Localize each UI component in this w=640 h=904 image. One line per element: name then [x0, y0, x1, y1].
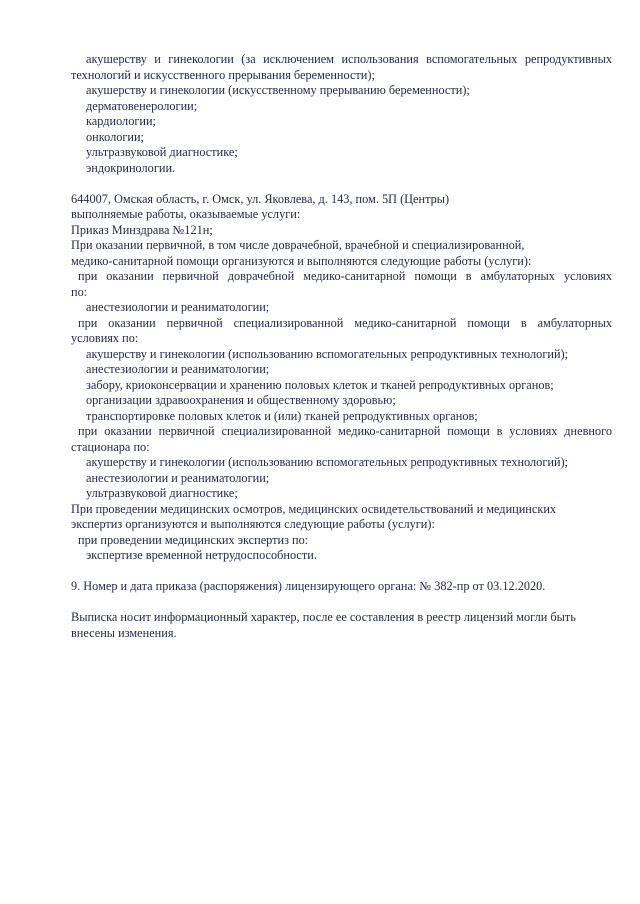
document-line: организации здравоохранения и общественному здоровью; [86, 393, 396, 407]
document-line: выполняемые работы, оказываемые услуги: [71, 207, 301, 221]
document-line: транспортировке половых клеток и (или) тканей репродуктивных органов; [86, 408, 478, 423]
document-line: Приказ Минздрава №121н; [71, 222, 213, 237]
document-line: при оказании первичной специализированной медико-санитарной помощи в условиях дневного [78, 424, 612, 438]
document-line: анестезиологии и реаниматологии; [86, 362, 270, 376]
document-line: по: [71, 284, 88, 299]
document-line: ультразвуковой диагностике; [86, 486, 238, 500]
document-line: 9. Номер и дата приказа (распоряжения) лицензирующего органа: № 382-пр от 03.12.2020. [71, 579, 546, 593]
document-line: акушерству и гинекологии (использованию вспомогательных репродуктивных технологий); [86, 455, 569, 469]
document-line [71, 176, 612, 192]
document-line: экспертизе временной нетрудоспособности. [86, 548, 317, 562]
document-line [71, 564, 612, 580]
document-line: медико-санитарной помощи организуются и выполняются следующие работы (услуги): [71, 253, 532, 268]
document-line: условиях по: [71, 331, 139, 345]
document-line: забору, криоконсервации и хранению половых клеток и тканей репродуктивных органов; [86, 377, 554, 392]
document-line: экспертиз организуются и выполняются следующие работы (услуги): [71, 517, 435, 531]
document-line: при проведении медицинских экспертиз по: [78, 532, 309, 547]
document-line: онкологии; [86, 129, 144, 144]
document-line: дерматовенерологии; [86, 98, 198, 113]
document-line: ультразвуковой диагностике; [86, 145, 238, 159]
document-line: кардиологии; [86, 114, 156, 128]
document-line: акушерству и гинекологии (использованию вспомогательных репродуктивных технологий); [86, 346, 569, 361]
document-line: акушерству и гинекологии (за исключением использования вспомогательных репродуктивных [86, 52, 612, 66]
document-line: стационара по: [71, 439, 150, 454]
document-line: при оказании первичной доврачебной медико-санитарной помощи в амбулаторных условиях [78, 269, 612, 283]
document-line: технологий и искусственного прерывания беременности); [71, 67, 375, 82]
document-line: анестезиологии и реаниматологии; [86, 300, 270, 314]
document-line: Выписка носит информационный характер, после ее составления в реестр лицензий могли быть [71, 610, 576, 624]
document-line: при оказании первичной специализированной медико-санитарной помощи в амбулаторных [78, 315, 612, 330]
document-line: При проведении медицинских осмотров, медицинских освидетельствований и медицинских [71, 501, 557, 516]
document-line: внесены изменения. [71, 625, 177, 640]
document-text-block [71, 52, 612, 641]
document-line: анестезиологии и реаниматологии; [86, 470, 270, 485]
document-line: акушерству и гинекологии (искусственному прерыванию беременности); [86, 83, 470, 97]
document-line [71, 595, 612, 611]
document-line: 644007, Омская область, г. Омск, ул. Яковлева, д. 143, пом. 5П (Центры) [71, 191, 450, 206]
document-line: При оказании первичной, в том числе доврачебной, врачебной и специализированной, [71, 238, 525, 252]
document-line: эндокринологии. [86, 160, 176, 175]
